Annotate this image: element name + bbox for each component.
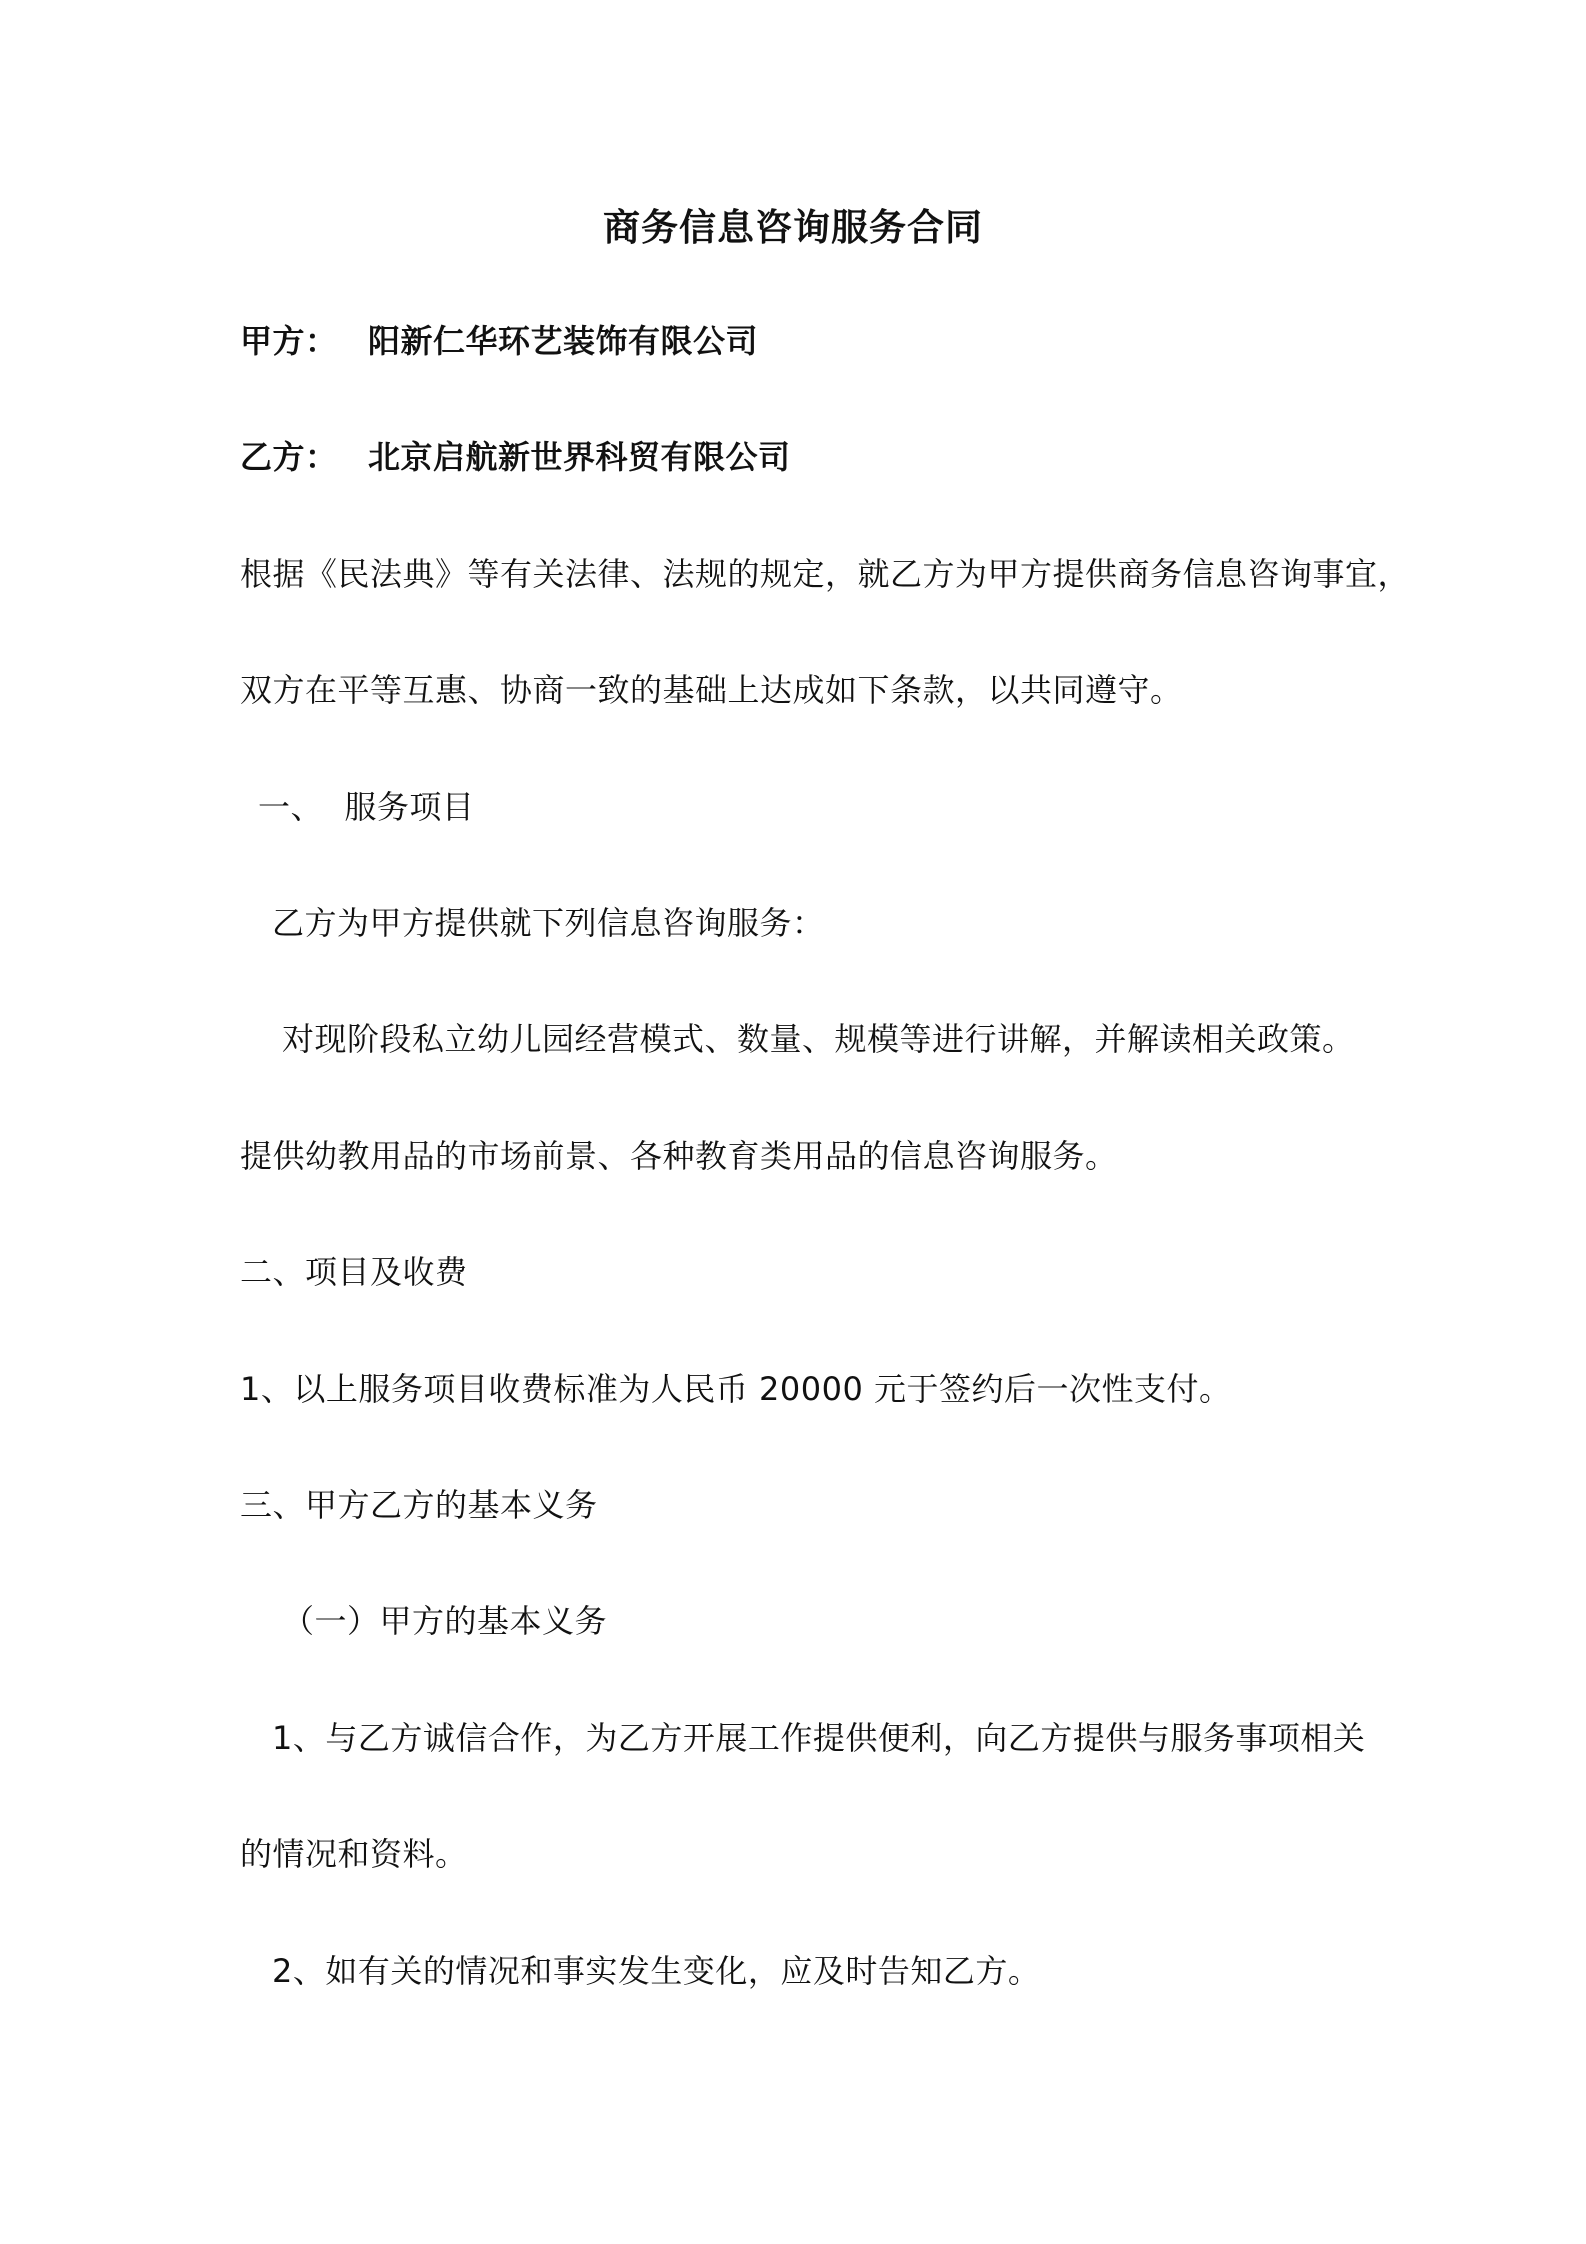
section-2-heading: 二、项目及收费 — [240, 1253, 468, 1291]
preamble-line-1: 根据《民法典》等有关法律、法规的规定，就乙方为甲方提供商务信息咨询事宜， — [240, 555, 1411, 593]
section-1-item-2: 提供幼教用品的市场前景、各种教育类用品的信息咨询服务。 — [240, 1137, 1118, 1175]
section-3-item-1-line-1: 1、与乙方诚信合作，为乙方开展工作提供便利，向乙方提供与服务事项相关 — [272, 1719, 1366, 1757]
party-a-name: 阳新仁华环艺装饰有限公司 — [368, 322, 759, 360]
section-1-heading: 一、 服务项目 — [258, 788, 475, 826]
party-b-name: 北京启航新世界科贸有限公司 — [368, 438, 791, 476]
party-b-label: 乙方： — [240, 438, 338, 476]
document-title: 商务信息咨询服务合同 — [603, 206, 983, 249]
party-a-line — [240, 318, 758, 364]
preamble-line-2: 双方在平等互惠、协商一致的基础上达成如下条款，以共同遵守。 — [240, 671, 1183, 709]
party-b-line — [240, 434, 791, 480]
section-3-item-2: 2、如有关的情况和事实发生变化，应及时告知乙方。 — [272, 1952, 1041, 1990]
section-2-item-1: 1、以上服务项目收费标准为人民币 20000 元于签约后一次性支付。 — [240, 1370, 1232, 1408]
section-3-item-1-line-2: 的情况和资料。 — [240, 1835, 468, 1873]
party-a-label: 甲方： — [240, 322, 338, 360]
section-3-heading: 三、甲方乙方的基本义务 — [240, 1486, 598, 1524]
section-1-intro: 乙方为甲方提供就下列信息咨询服务： — [272, 904, 825, 942]
section-3-subheading-1: （一）甲方的基本义务 — [282, 1602, 608, 1640]
section-1-item-1: 对现阶段私立幼儿园经营模式、数量、规模等进行讲解，并解读相关政策。 — [282, 1020, 1355, 1058]
